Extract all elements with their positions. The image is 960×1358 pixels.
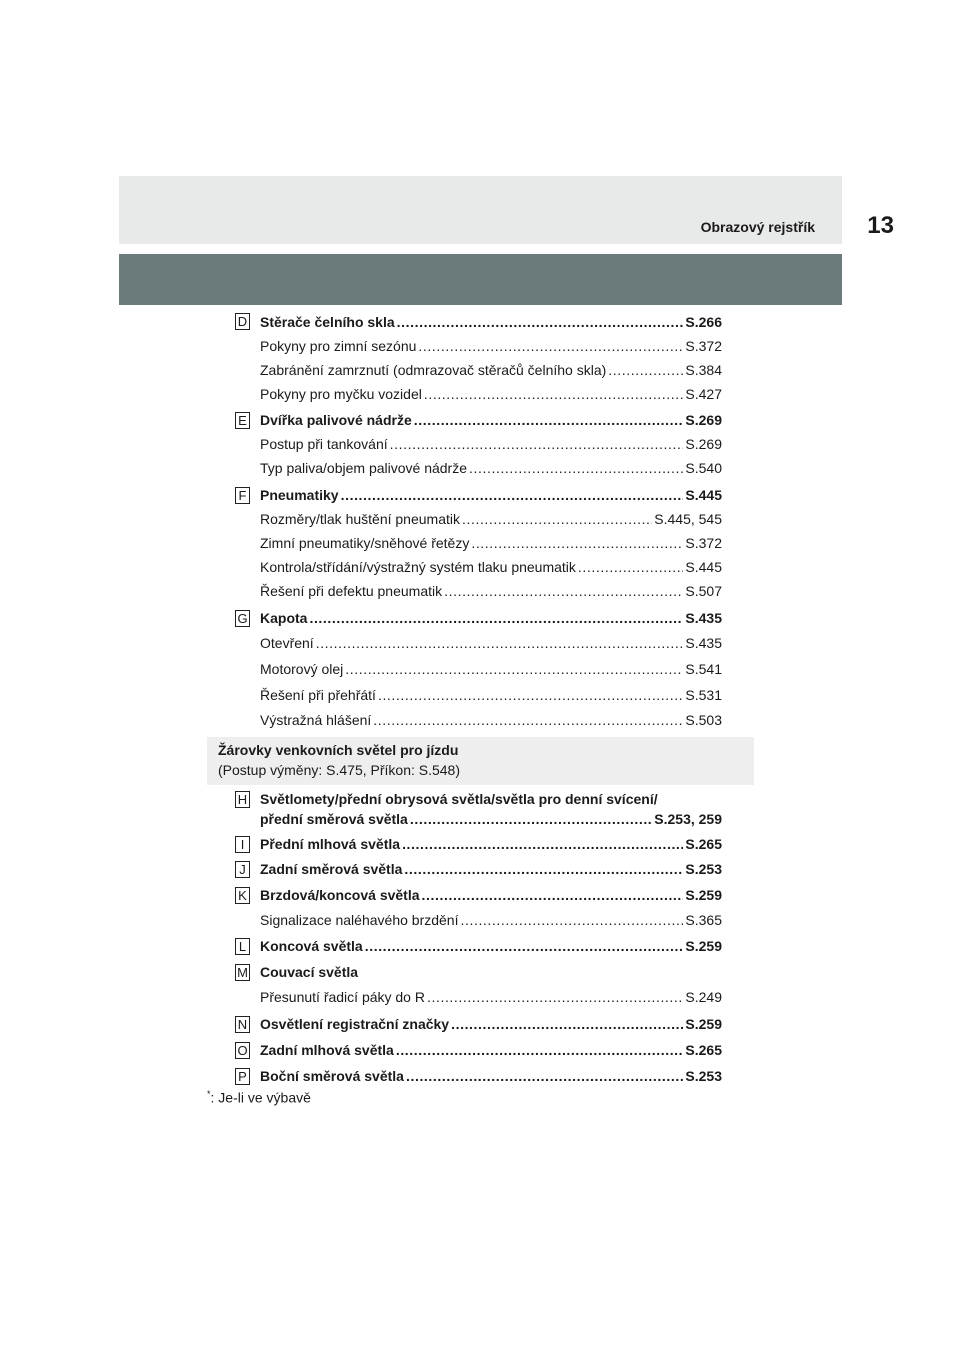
entry-label: Stěrače čelního skla <box>260 314 395 330</box>
index-entry[interactable] <box>260 1042 722 1062</box>
entry-page: S.503 <box>685 712 722 728</box>
leader-dots <box>396 1042 684 1058</box>
letter-badge: H <box>235 791 250 808</box>
letter-badge: F <box>235 487 250 504</box>
entry-label[interactable]: Couvací světla <box>260 964 359 980</box>
note-title: Žárovky venkovních světel pro jízdu <box>218 742 459 758</box>
leader-dots <box>444 583 683 599</box>
index-entry[interactable] <box>260 712 722 732</box>
entry-label: přední směrová světla <box>260 811 408 827</box>
entry-label: Pneumatiky <box>260 487 339 503</box>
entry-page: S.253 <box>685 1068 722 1084</box>
leader-dots <box>402 836 683 852</box>
entry-page: S.259 <box>685 887 722 903</box>
header-dark-band <box>119 254 842 305</box>
index-entry[interactable] <box>260 436 722 456</box>
index-entry[interactable] <box>260 635 722 655</box>
letter-badge: G <box>235 610 250 627</box>
entry-label: Otevření <box>260 635 314 651</box>
entry-page: S.507 <box>685 583 722 599</box>
letter-badge: I <box>235 836 250 853</box>
entry-label: Osvětlení registrační značky <box>260 1016 450 1032</box>
entry-page: S.372 <box>685 338 722 354</box>
entry-page: S.365 <box>685 912 722 928</box>
index-entry[interactable] <box>260 386 722 406</box>
entry-label: Boční směrová světla <box>260 1068 404 1084</box>
entry-label: Motorový olej <box>260 661 344 677</box>
entry-page: S.541 <box>685 661 722 677</box>
leader-dots <box>471 535 683 551</box>
entry-page: S.249 <box>685 989 722 1005</box>
entry-page: S.265 <box>685 836 722 852</box>
index-entry[interactable] <box>260 559 722 579</box>
leader-dots <box>373 712 683 728</box>
entry-page: S.253 <box>685 861 722 877</box>
footnote-text: : Je-li ve výbavě <box>210 1089 311 1106</box>
leader-dots <box>316 635 684 651</box>
leader-dots <box>390 436 684 452</box>
leader-dots <box>422 887 684 903</box>
entry-page: S.445, 545 <box>654 511 722 527</box>
index-entry[interactable] <box>260 487 722 507</box>
letter-badge: E <box>235 412 250 429</box>
entry-page: S.259 <box>685 1016 722 1032</box>
entry-label: Zadní mlhová světla <box>260 1042 394 1058</box>
letter-badge: D <box>235 313 250 330</box>
entry-page: S.259 <box>685 938 722 954</box>
entry-label-line1: Světlomety/přední obrysová světla/světla pro denní svícení/ <box>260 791 658 807</box>
entry-label: Zabránění zamrznutí (odmrazovač stěračů čelního skla) <box>260 362 607 378</box>
leader-dots <box>309 610 683 626</box>
letter-badge: N <box>235 1016 250 1033</box>
entry-label: Dvířka palivové nádrže <box>260 412 412 428</box>
footnote <box>207 1089 311 1106</box>
leader-dots <box>418 338 683 354</box>
footnote-mark: * <box>207 1089 211 1099</box>
entry-page: S.540 <box>685 460 722 476</box>
letter-badge: J <box>235 861 250 878</box>
leader-dots <box>365 938 684 954</box>
entry-label: Rozměry/tlak huštění pneumatik <box>260 511 460 527</box>
index-entry[interactable] <box>260 938 722 958</box>
index-entry[interactable] <box>260 912 722 932</box>
section-title: Obrazový rejstřík <box>700 219 815 235</box>
index-entry[interactable] <box>260 610 722 630</box>
entry-label: Zadní směrová světla <box>260 861 403 877</box>
index-entry[interactable] <box>260 836 722 856</box>
index-entry[interactable] <box>260 314 722 334</box>
entry-label: Výstražná hlášení <box>260 712 372 728</box>
leader-dots <box>462 511 652 527</box>
letter-badge: P <box>235 1068 250 1085</box>
index-entry[interactable] <box>260 535 722 555</box>
letter-badge: K <box>235 887 250 904</box>
index-entry[interactable] <box>260 811 722 831</box>
leader-dots <box>410 811 652 827</box>
entry-label: Pokyny pro myčku vozidel <box>260 386 422 402</box>
entry-page: S.435 <box>685 635 722 651</box>
entry-page: S.372 <box>685 535 722 551</box>
entry-label: Přesunutí řadicí páky do R <box>260 989 425 1005</box>
leader-dots <box>404 861 683 877</box>
letter-badge: O <box>235 1042 250 1059</box>
leader-dots <box>427 989 683 1005</box>
entry-label: Koncová světla <box>260 938 363 954</box>
index-entry[interactable] <box>260 362 722 382</box>
entry-page: S.265 <box>685 1042 722 1058</box>
leader-dots <box>608 362 683 378</box>
entry-page: S.427 <box>685 386 722 402</box>
leader-dots <box>378 687 683 703</box>
entry-label: Řešení při přehřátí <box>260 687 376 703</box>
entry-label: Typ paliva/objem palivové nádrže <box>260 460 468 476</box>
leader-dots <box>424 386 684 402</box>
index-entry[interactable] <box>260 1016 722 1036</box>
leader-dots <box>414 412 684 428</box>
index-entry[interactable] <box>260 1068 722 1088</box>
index-entry[interactable] <box>260 861 722 881</box>
entry-page: S.266 <box>685 314 722 330</box>
index-entry[interactable] <box>260 338 722 358</box>
index-entry[interactable] <box>260 511 722 531</box>
entry-label: Kapota <box>260 610 308 626</box>
entry-page: S.531 <box>685 687 722 703</box>
leader-dots <box>578 559 683 575</box>
leader-dots <box>469 460 683 476</box>
entry-page: S.445 <box>685 487 722 503</box>
index-entry[interactable] <box>260 661 722 681</box>
entry-label: Zimní pneumatiky/sněhové řetězy <box>260 535 470 551</box>
entry-label: Brzdová/koncová světla <box>260 887 420 903</box>
leader-dots <box>341 487 684 503</box>
entry-page: S.269 <box>685 412 722 428</box>
entry-label: Přední mlhová světla <box>260 836 401 852</box>
entry-label: Pokyny pro zimní sezónu <box>260 338 417 354</box>
leader-dots <box>397 314 684 330</box>
entry-page: S.445 <box>685 559 722 575</box>
index-entry[interactable] <box>260 887 722 907</box>
leader-dots <box>406 1068 683 1084</box>
index-entry[interactable] <box>260 460 722 480</box>
letter-badge: L <box>235 938 250 955</box>
leader-dots <box>451 1016 683 1032</box>
entry-page: S.384 <box>685 362 722 378</box>
letter-badge: M <box>235 964 250 981</box>
entry-label: Signalizace naléhavého brzdění <box>260 912 459 928</box>
entry-page: S.253, 259 <box>654 811 722 827</box>
entry-page: S.435 <box>685 610 722 626</box>
index-entry[interactable] <box>260 687 722 707</box>
page-number: 13 <box>867 212 894 239</box>
entry-label: Kontrola/střídání/výstražný systém tlaku pneumatik <box>260 559 576 575</box>
index-entry[interactable] <box>260 989 722 1009</box>
index-entry[interactable] <box>260 412 722 432</box>
note-subtitle: (Postup výměny: S.475, Příkon: S.548) <box>218 762 461 778</box>
index-entry[interactable] <box>260 583 722 603</box>
leader-dots <box>345 661 683 677</box>
entry-page: S.269 <box>685 436 722 452</box>
entry-label: Postup při tankování <box>260 436 388 452</box>
leader-dots <box>460 912 683 928</box>
entry-label: Řešení při defektu pneumatik <box>260 583 443 599</box>
